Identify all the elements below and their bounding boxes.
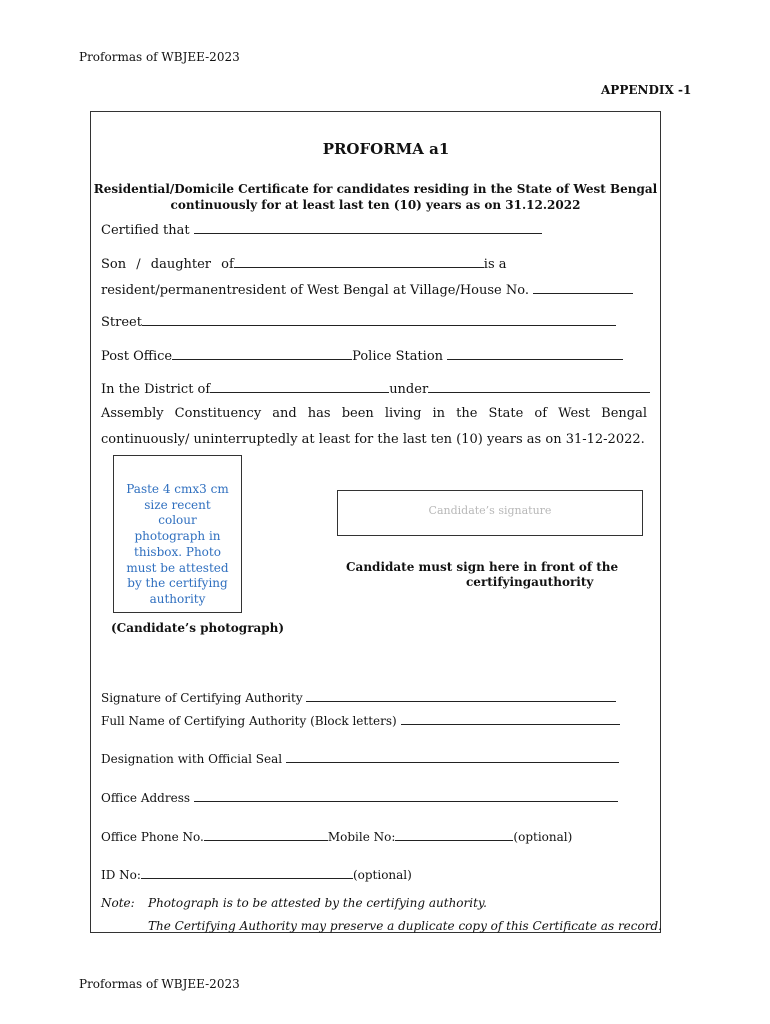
street-field[interactable] <box>142 313 616 326</box>
house-no-field[interactable] <box>533 281 633 294</box>
street-row: Street <box>101 313 616 330</box>
sig-authority-row: Signature of Certifying Authority <box>101 689 616 705</box>
form-title: PROFORMA a1 <box>322 140 450 158</box>
appendix-label: APPENDIX -1 <box>601 83 692 97</box>
post-office-field[interactable] <box>172 347 352 360</box>
note-line-1: Photograph is to be attested by the certifying authority. <box>148 896 487 910</box>
certified-that-row: Certified that <box>101 221 542 238</box>
assembly-line: Assembly Constituency and has been living in the State of West Bengal <box>101 406 647 421</box>
form-subtitle: Residential/Domicile Certificate for candidates residing in the State of West Bengal continuously for at least last ten (10) years as on 31.12.2022 <box>93 182 658 212</box>
photo-box[interactable]: Paste 4 cmx3 cm size recent colour photograph in thisbox. Photo must be attested by the certifying authority <box>113 455 242 613</box>
continuously-line: continuously/ uninterruptedly at least for the last ten (10) years as on 31-12-2022. <box>101 432 645 447</box>
phone-row: Office Phone No. Mobile No: (optional) <box>101 830 573 844</box>
police-station-field[interactable] <box>447 347 623 360</box>
id-row: ID No: (optional) <box>101 868 412 882</box>
photo-caption: (Candidate’s photograph) <box>111 621 285 635</box>
certified-name-field[interactable] <box>194 221 542 234</box>
id-no-field[interactable] <box>141 866 353 879</box>
footer-running-title: Proformas of WBJEE-2023 <box>79 977 240 991</box>
sig-authority-field[interactable] <box>306 689 616 702</box>
sign-instruction-2: certifyingauthority <box>466 575 594 589</box>
district-field[interactable] <box>210 380 389 393</box>
candidate-signature-box[interactable] <box>337 490 643 536</box>
note-line-2: The Certifying Authority may preserve a duplicate copy of this Certificate as record. <box>148 919 662 933</box>
full-name-row: Full Name of Certifying Authority (Block letters) <box>101 712 620 728</box>
mobile-field[interactable] <box>395 828 513 841</box>
son-daughter-row: Son / daughter of is a <box>101 257 507 272</box>
office-phone-field[interactable] <box>204 828 328 841</box>
designation-field[interactable] <box>286 750 619 763</box>
parent-name-field[interactable] <box>234 255 484 268</box>
full-name-field[interactable] <box>401 712 620 725</box>
designation-row: Designation with Official Seal <box>101 750 619 766</box>
resident-row: resident/permanentresident of West Bengal at Village/House No. <box>101 281 633 298</box>
post-office-row: Post Office Police Station <box>101 347 623 364</box>
office-address-row: Office Address <box>101 789 618 805</box>
signature-placeholder: Candidate’s signature <box>428 504 552 517</box>
assembly-field[interactable] <box>428 380 650 393</box>
note-label: Note: <box>101 896 135 910</box>
district-row: In the District of under <box>101 380 650 397</box>
sign-instruction-1: Candidate must sign here in front of the <box>346 560 619 574</box>
office-address-field[interactable] <box>194 789 618 802</box>
header-running-title: Proformas of WBJEE-2023 <box>79 50 240 64</box>
